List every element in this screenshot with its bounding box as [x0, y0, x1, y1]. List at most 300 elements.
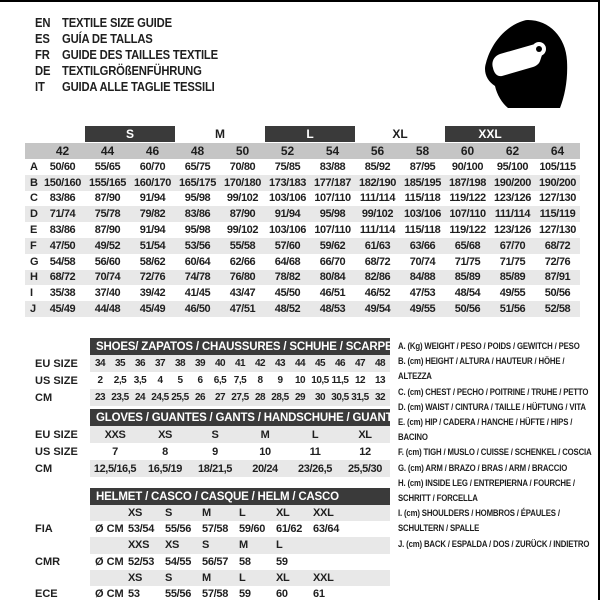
- size-column: 46: [145, 144, 160, 158]
- row-letter: J: [30, 303, 36, 316]
- measurement-cell: 66/70: [319, 255, 346, 268]
- shoe-size-cell: 42: [254, 358, 266, 369]
- measurement-cell: 119/122: [449, 224, 486, 237]
- helmet-value-cell: 57/58: [202, 523, 229, 536]
- shoe-size-cell: 6: [197, 375, 203, 386]
- shoes-title-bar: SHOES/ ZAPATOS / CHAUSSURES / SCHUHE / SCARPE: [90, 338, 390, 355]
- measurement-cell: 99/102: [361, 208, 394, 221]
- helmet-rows: [25, 505, 391, 600]
- glove-size-cell: XL: [358, 428, 372, 441]
- diameter-unit: Ø CM: [95, 588, 124, 600]
- measurement-cell: 107/110: [314, 192, 351, 205]
- measurement-cell: 190/200: [494, 176, 531, 189]
- helmet-sizes-row: [25, 505, 391, 521]
- size-group: [355, 126, 445, 142]
- measurement-cell: 87/91: [544, 271, 571, 284]
- measurement-cell: 49/55: [409, 303, 436, 316]
- helmet-value-cell: 55/56: [165, 588, 192, 600]
- row-label: EU SIZE: [35, 428, 78, 441]
- glove-size-cell: 11: [309, 445, 321, 458]
- row-label: CM: [35, 391, 53, 404]
- measurement-cell: 83/86: [184, 208, 211, 221]
- helmet-title-bar: HELMET / CASCO / CASQUE / HELM / CASCO: [90, 488, 390, 505]
- shoe-size-cell: 30,5: [331, 392, 349, 403]
- size-group-row: [25, 126, 580, 142]
- size-column: 44: [100, 144, 115, 158]
- helmet-sizes: [128, 572, 350, 584]
- legend-item: D. (cm) WAIST / CINTURA / TAILLE / HÜFTUNG / VITA: [398, 401, 586, 413]
- shoe-size-cell: 23: [94, 392, 106, 403]
- helmet-size-cell: L: [239, 571, 246, 584]
- shoe-size-cell: 48: [374, 358, 386, 369]
- size-group: [445, 126, 535, 142]
- shoe-size-cell: 43: [274, 358, 286, 369]
- row-values: [90, 537, 390, 553]
- row-letter: B: [30, 176, 38, 189]
- row-label: US SIZE: [35, 374, 78, 387]
- row-values: [90, 443, 390, 460]
- row-values: [90, 389, 390, 406]
- shoe-size-cell: 45: [314, 358, 326, 369]
- shoe-size-cell: 37: [154, 358, 166, 369]
- measurement-cell: 46/52: [364, 287, 391, 300]
- measurement-row: [25, 254, 580, 270]
- measurement-cell: 80/84: [319, 271, 346, 284]
- measurement-cell: 83/86: [49, 192, 76, 205]
- shoe-size-cell: 32: [374, 392, 386, 403]
- language-title: TEXTILE SIZE GUIDE: [62, 16, 172, 30]
- glove-size-cell: 9: [212, 445, 218, 458]
- measurement-cell: 87/90: [94, 224, 121, 237]
- shoe-size-cell: 8: [257, 375, 263, 386]
- measurement-cell: 127/130: [539, 224, 576, 237]
- measurement-cell: 79/82: [139, 208, 166, 221]
- measurement-cell: 160/170: [134, 176, 171, 189]
- glove-size-cell: 7: [112, 445, 118, 458]
- shoe-size-cell: 24,5: [151, 392, 169, 403]
- measurement-cell: 95/98: [184, 192, 211, 205]
- measurement-cell: 55/58: [229, 239, 256, 252]
- size-group-label: M: [215, 127, 225, 141]
- shoe-size-cell: 10,5: [311, 375, 329, 386]
- shoe-size-cell: 3,5: [133, 375, 147, 386]
- row-values: [90, 355, 390, 372]
- shoe-size-cell: 35: [114, 358, 126, 369]
- language-row: [35, 79, 218, 95]
- row-values: [90, 505, 390, 521]
- language-code: EN: [35, 16, 51, 30]
- helmet-size-cell: M: [239, 539, 248, 552]
- helmet-size-cell: XS: [128, 571, 143, 584]
- measurement-cell: 91/94: [139, 192, 166, 205]
- legend-item: E. (cm) HIP / CADERA / HANCHE / HÜFTE / HIPS / BACINO: [398, 417, 573, 444]
- measurement-cell: 107/110: [314, 224, 351, 237]
- helmet-size-cell: XS: [165, 539, 180, 552]
- measurement-cell: 58/62: [139, 255, 166, 268]
- standard-label: CMR: [35, 555, 61, 568]
- row-values: [90, 554, 390, 570]
- shoe-size-cell: 12: [354, 375, 366, 386]
- row-values: [90, 460, 390, 477]
- helmet-size-cell: L: [276, 539, 283, 552]
- measurement-cell: 47/50: [49, 239, 76, 252]
- size-column: 52: [280, 144, 295, 158]
- measurement-row: [25, 285, 580, 301]
- shoe-size-cell: 5: [177, 375, 183, 386]
- legend-item: C. (cm) CHEST / PECHO / POITRINE / TRUHE / PETTO: [398, 386, 589, 398]
- language-row: [35, 15, 218, 31]
- row-values: [40, 208, 580, 220]
- measurement-cell: 123/126: [494, 224, 531, 237]
- row-values: [90, 586, 390, 600]
- measurement-row: [25, 206, 580, 222]
- helmet-size-cell: S: [165, 507, 173, 520]
- measurement-cell: 103/106: [269, 224, 306, 237]
- helmet-value-cell: 59/60: [239, 523, 266, 536]
- measurement-cell: 65/68: [454, 239, 481, 252]
- shoe-size-cell: 10: [294, 375, 306, 386]
- measurement-cell: 68/72: [49, 271, 76, 284]
- helmet-size-cell: XS: [128, 507, 143, 520]
- size-column: 62: [505, 144, 520, 158]
- shoe-size-cell: 11,5: [331, 375, 349, 386]
- measurement-cell: 105/115: [539, 160, 576, 173]
- measurement-cell: 51/54: [139, 239, 166, 252]
- measurement-row: [25, 191, 580, 207]
- measurement-cell: 90/100: [451, 160, 484, 173]
- measurement-cell: 45/49: [139, 303, 166, 316]
- gloves-row: [25, 426, 391, 443]
- row-values: [90, 521, 390, 537]
- legend-item: B. (cm) HEIGHT / ALTURA / HAUTEUR / HÖHE / ALTEZZA: [398, 356, 565, 383]
- glove-size-cell: M: [260, 428, 270, 441]
- measurement-row: [25, 270, 580, 286]
- measurement-cell: 95/98: [184, 224, 211, 237]
- helmet-sizes-row: [25, 570, 391, 586]
- size-group: [265, 126, 355, 142]
- measurement-cell: 39/42: [139, 287, 166, 300]
- helmet-sizes: [128, 539, 313, 551]
- row-values: [90, 570, 390, 586]
- language-list: [35, 15, 218, 95]
- measurement-cell: 61/63: [364, 239, 391, 252]
- measurement-cell: 185/195: [404, 176, 441, 189]
- shoes-rows: [25, 355, 391, 406]
- measurement-cell: 190/200: [539, 176, 576, 189]
- measurement-cell: 59/62: [319, 239, 346, 252]
- measurement-cell: 75/78: [94, 208, 121, 221]
- shoes-row: [25, 389, 391, 406]
- helmet-size-cell: S: [165, 571, 173, 584]
- measurement-cell: 67/70: [499, 239, 526, 252]
- measurement-cell: 83/88: [319, 160, 346, 173]
- row-letter: D: [30, 208, 38, 221]
- row-label: CM: [35, 462, 53, 475]
- shoe-size-cell: 38: [174, 358, 186, 369]
- shoe-size-cell: 2: [97, 375, 103, 386]
- measurement-cell: 170/180: [224, 176, 261, 189]
- measurement-cell: 70/80: [229, 160, 256, 173]
- shoe-size-cell: 9: [277, 375, 283, 386]
- size-column: 56: [370, 144, 385, 158]
- row-values: [40, 161, 580, 173]
- row-letter: G: [30, 255, 39, 268]
- measurement-cell: 115/119: [539, 208, 576, 221]
- shoe-size-cell: 27,5: [231, 392, 249, 403]
- measurement-cell: 85/92: [364, 160, 391, 173]
- measurement-cell: 54/58: [49, 255, 76, 268]
- helmet-value-cell: 57/58: [202, 588, 229, 600]
- shoe-size-cell: 29: [294, 392, 306, 403]
- measurement-row: [25, 301, 580, 317]
- size-group: [175, 126, 265, 142]
- measurement-row: [25, 175, 580, 191]
- helmet-values-row: [25, 554, 391, 570]
- language-code: FR: [35, 48, 50, 62]
- measurement-cell: 53/56: [184, 239, 211, 252]
- legend-item: I. (cm) SHOULDERS / HOMBROS / ÉPAULES / SCHULTERN / SPALLE: [398, 508, 560, 535]
- measurement-cell: 173/183: [269, 176, 306, 189]
- row-values: [40, 303, 580, 315]
- measurement-cell: 45/50: [274, 287, 301, 300]
- measurement-cell: 150/160: [44, 176, 81, 189]
- language-row: [35, 63, 218, 79]
- shoes-row: [25, 372, 391, 389]
- shoe-size-cell: 25,5: [171, 392, 189, 403]
- measurement-cell: 47/53: [409, 287, 436, 300]
- language-code: ES: [35, 32, 50, 46]
- gloves-row: [25, 443, 391, 460]
- helmet-value-cell: 59: [239, 588, 251, 600]
- measurement-cell: 115/118: [404, 224, 441, 237]
- diameter-unit: Ø CM: [95, 555, 124, 568]
- shoe-size-cell: 13: [374, 375, 386, 386]
- helmet-size-cell: XL: [276, 571, 290, 584]
- measurement-row: [25, 222, 580, 238]
- measurement-cell: 72/76: [544, 255, 571, 268]
- shoe-size-cell: 6,5: [213, 375, 227, 386]
- helmet-size-cell: L: [239, 507, 246, 520]
- measurement-row: [25, 159, 580, 175]
- measurement-cell: 87/90: [94, 192, 121, 205]
- measurement-cell: 111/114: [494, 208, 531, 221]
- measurement-cell: 49/52: [94, 239, 121, 252]
- shoe-size-cell: 46: [334, 358, 346, 369]
- language-title: GUÍA DE TALLAS: [62, 32, 153, 46]
- measurement-cell: 55/65: [94, 160, 121, 173]
- legend-item: F. (cm) TIGH / MUSLO / CUISSE / SCHENKEL / COSCIA: [398, 447, 592, 459]
- measurement-cell: 99/102: [226, 192, 259, 205]
- measurement-cell: 70/74: [94, 271, 121, 284]
- helmet-size-cell: S: [202, 539, 210, 552]
- helmet-values-row: [25, 586, 391, 600]
- row-label: US SIZE: [35, 445, 78, 458]
- language-title: GUIDE DES TAILLES TEXTILE: [62, 48, 218, 62]
- language-row: [35, 47, 218, 63]
- measurement-cell: 60/70: [139, 160, 166, 173]
- measurement-cell: 37/40: [94, 287, 121, 300]
- standard-label: ECE: [35, 588, 58, 600]
- shoe-size-cell: 7,5: [233, 375, 247, 386]
- measurement-cell: 60/64: [184, 255, 211, 268]
- measurement-cell: 72/76: [139, 271, 166, 284]
- measurement-cell: 91/94: [274, 208, 301, 221]
- measurement-cell: 155/165: [89, 176, 126, 189]
- size-column: 50: [235, 144, 250, 158]
- measurement-cell: 71/75: [454, 255, 481, 268]
- glove-size-cell: XXS: [104, 428, 126, 441]
- glove-size-cell: 8: [162, 445, 168, 458]
- measurement-cell: 44/48: [94, 303, 121, 316]
- shoe-size-cell: 28: [254, 392, 266, 403]
- helmet-values: [128, 556, 313, 568]
- standard-label: FIA: [35, 523, 53, 536]
- measurement-cell: 70/74: [409, 255, 436, 268]
- gloves-row: [25, 460, 391, 477]
- legend-item: H. (cm) INSIDE LEG / ENTREPIERNA / FOURCHE / SCHRITT / FORCELLA: [398, 477, 575, 505]
- helmet-values-row: [25, 521, 391, 537]
- measurement-cell: 103/106: [404, 208, 441, 221]
- gloves-title-bar: GLOVES / GUANTES / GANTS / HANDSCHUHE / GUANTI: [90, 409, 390, 426]
- helmet-value-cell: 54/55: [165, 555, 192, 568]
- measurement-cell: 52/58: [544, 303, 571, 316]
- helmet-values: [128, 523, 350, 535]
- legend-item: J. (cm) BACK / ESPALDA / DOS / ZURÜCK / INDIETRO: [398, 538, 590, 550]
- helmet-value-cell: 63/64: [313, 523, 340, 536]
- helmet-value-cell: 55/56: [165, 523, 192, 536]
- glove-size-cell: XS: [158, 428, 172, 441]
- shoe-size-cell: 26: [194, 392, 206, 403]
- measurement-cell: 119/122: [449, 192, 486, 205]
- size-group: [85, 126, 175, 142]
- measurement-cell: 95/100: [496, 160, 529, 173]
- measurement-cell: 50/56: [454, 303, 481, 316]
- shoe-size-cell: 30: [314, 392, 326, 403]
- helmet-size-cell: XXS: [128, 539, 150, 552]
- measurement-cell: 85/89: [454, 271, 481, 284]
- row-letter: I: [30, 287, 33, 300]
- row-values: [40, 271, 580, 283]
- measurement-cell: 111/114: [359, 192, 396, 205]
- helmet-icon: [478, 17, 570, 111]
- size-column: 54: [325, 144, 340, 158]
- measurement-legend: [398, 339, 595, 552]
- shoe-size-cell: 44: [294, 358, 306, 369]
- language-row: [35, 31, 218, 47]
- language-title: TEXTILGRÖßENFÜHRUNG: [62, 64, 202, 78]
- language-title: GUIDA ALLE TAGLIE TESSILI: [62, 80, 215, 94]
- gloves-table: [25, 409, 396, 477]
- helmet-value-cell: 60: [276, 588, 288, 600]
- measurement-cell: 45/49: [49, 303, 76, 316]
- shoe-size-cell: 4: [157, 375, 163, 386]
- measurement-cell: 82/86: [364, 271, 391, 284]
- row-values: [40, 256, 580, 268]
- diameter-unit: Ø CM: [95, 523, 124, 536]
- measurement-cell: 48/53: [319, 303, 346, 316]
- measurement-cell: 68/72: [364, 255, 391, 268]
- measurement-cell: 123/126: [494, 192, 531, 205]
- helmet-value-cell: 56/57: [202, 555, 229, 568]
- shoe-size-cell: 23,5: [111, 392, 129, 403]
- shoe-size-cell: 34: [94, 358, 106, 369]
- textile-size-table: [25, 126, 580, 317]
- helmet-size-cell: M: [202, 571, 211, 584]
- helmet-size-cell: XXL: [313, 507, 334, 520]
- gloves-rows: [25, 426, 391, 477]
- measurement-cell: 43/47: [229, 287, 256, 300]
- size-group-label: XXL: [478, 127, 502, 141]
- shoe-size-cell: 31,5: [351, 392, 369, 403]
- measurement-cell: 95/98: [319, 208, 346, 221]
- language-code: IT: [35, 80, 45, 94]
- helmet-values: [128, 588, 350, 600]
- measurement-cell: 50/56: [544, 287, 571, 300]
- measurement-cell: 46/51: [319, 287, 346, 300]
- measurement-cell: 127/130: [539, 192, 576, 205]
- shoe-size-cell: 40: [214, 358, 226, 369]
- legend-item: G. (cm) ARM / BRAZO / BRAS / ARM / BRACCIO: [398, 462, 568, 474]
- helmet-value-cell: 61/62: [276, 523, 303, 536]
- size-column: 48: [190, 144, 205, 158]
- helmet-value-cell: 61: [313, 588, 325, 600]
- language-code: DE: [35, 64, 51, 78]
- row-values: [90, 372, 390, 389]
- helmet-table: [25, 488, 391, 600]
- measurement-cell: 84/88: [409, 271, 436, 284]
- shoe-size-cell: 47: [354, 358, 366, 369]
- measurement-cell: 187/198: [449, 176, 486, 189]
- measurement-cell: 91/94: [139, 224, 166, 237]
- size-column: 58: [415, 144, 430, 158]
- shoe-size-cell: 28,5: [271, 392, 289, 403]
- helmet-size-cell: XL: [276, 507, 290, 520]
- measurement-cell: 111/114: [359, 224, 396, 237]
- measurement-cell: 71/75: [499, 255, 526, 268]
- measurement-cell: 87/90: [229, 208, 256, 221]
- measurement-cell: 56/60: [94, 255, 121, 268]
- shoe-size-cell: 39: [194, 358, 206, 369]
- row-label: EU SIZE: [35, 357, 78, 370]
- shoe-size-cell: 36: [134, 358, 146, 369]
- glove-size-cell: 12,5/16,5: [93, 462, 137, 475]
- measurement-cell: 75/85: [274, 160, 301, 173]
- glove-size-cell: L: [311, 428, 319, 441]
- measurement-cell: 103/106: [269, 192, 306, 205]
- helmet-value-cell: 58: [239, 555, 251, 568]
- row-values: [40, 287, 580, 299]
- glove-size-cell: 25,5/30: [348, 462, 382, 475]
- row-letter: H: [30, 271, 38, 284]
- measurement-cell: 115/118: [404, 192, 441, 205]
- shoe-size-cell: 24: [134, 392, 146, 403]
- measurement-cell: 50/60: [49, 160, 76, 173]
- helmet-size-cell: M: [202, 507, 211, 520]
- measurement-cell: 99/102: [226, 224, 259, 237]
- measurement-cell: 64/68: [274, 255, 301, 268]
- row-letter: F: [30, 239, 37, 252]
- size-group-label: L: [306, 127, 314, 141]
- measurement-cell: 107/110: [449, 208, 486, 221]
- size-group-label: S: [125, 127, 134, 141]
- helmet-size-cell: XXL: [313, 571, 334, 584]
- glove-size-cell: 23/26,5: [298, 462, 332, 475]
- measurement-cell: 177/187: [314, 176, 351, 189]
- glove-size-cell: 10: [259, 445, 271, 458]
- row-letter: C: [30, 192, 38, 205]
- measurement-cell: 48/54: [454, 287, 481, 300]
- measurement-cell: 85/89: [499, 271, 526, 284]
